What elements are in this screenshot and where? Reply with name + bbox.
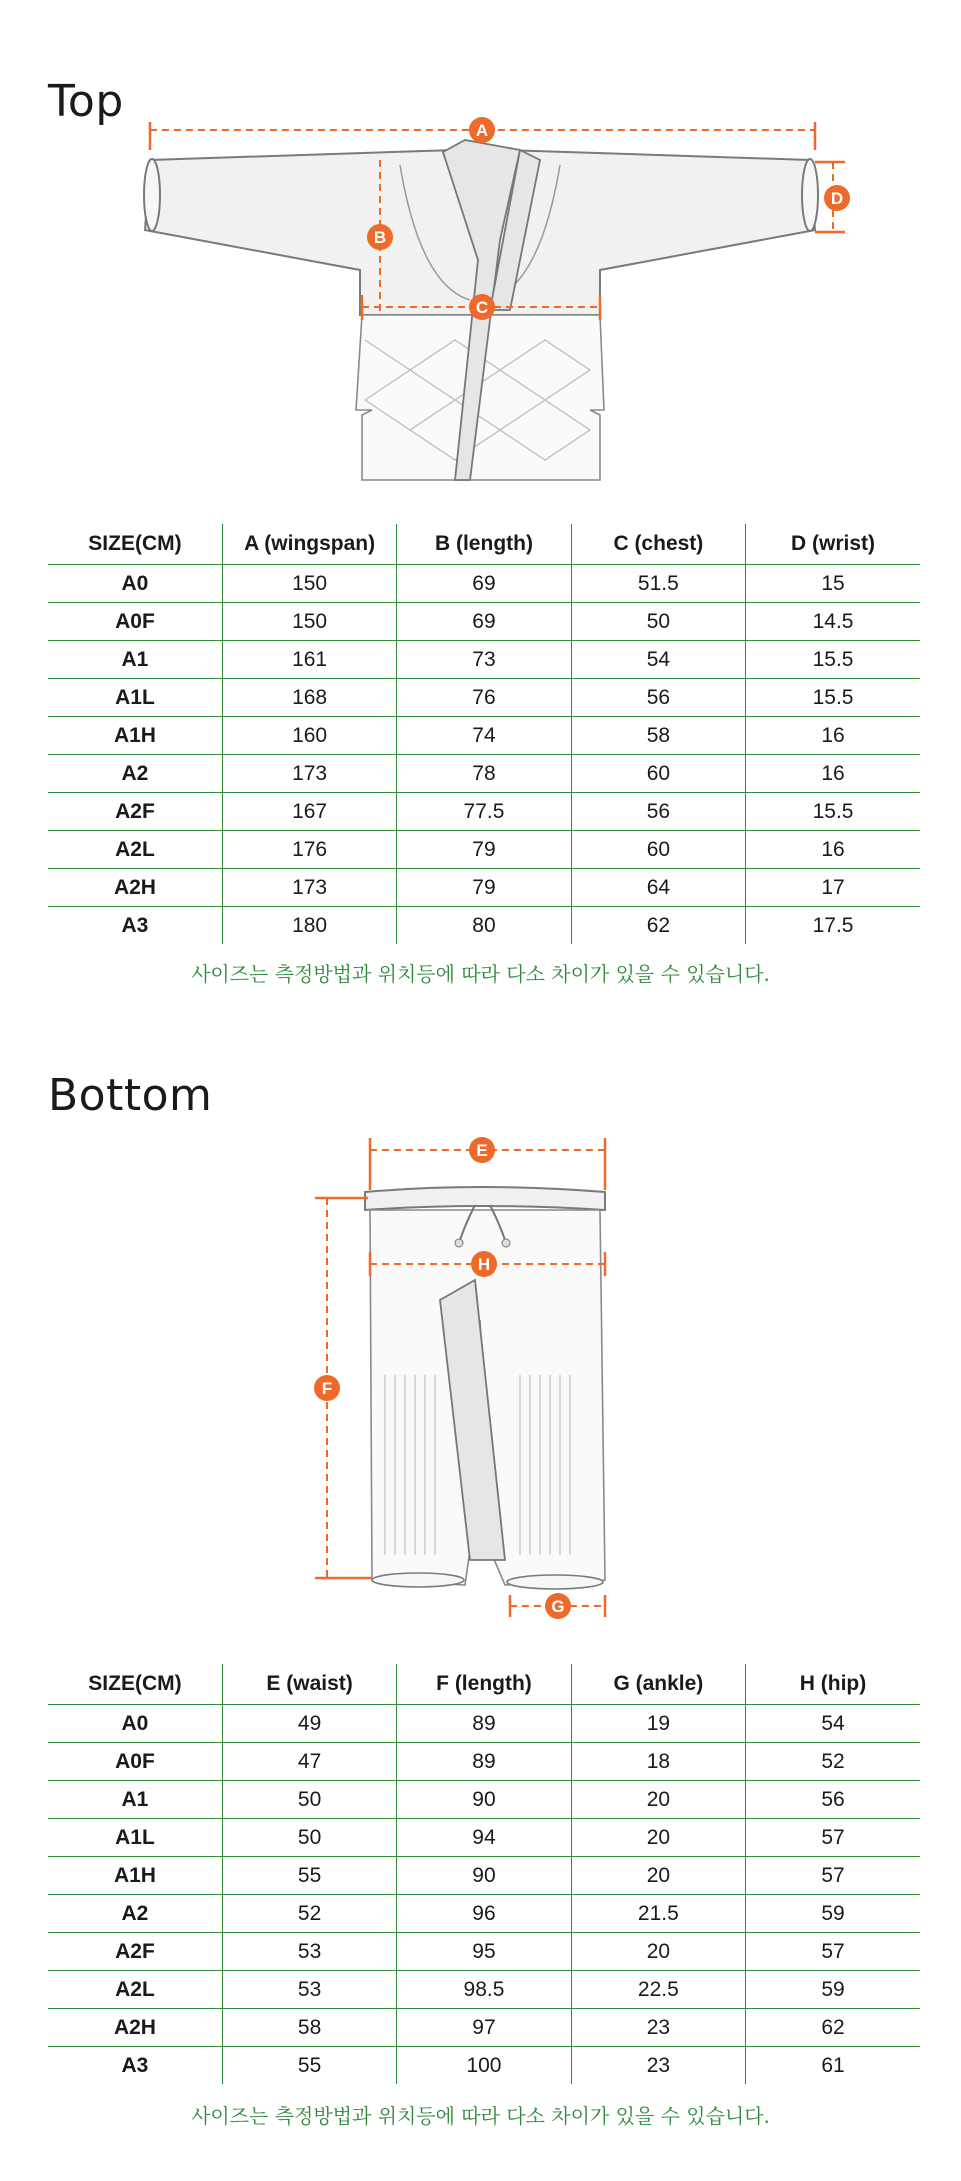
size-cell: A0F — [48, 1743, 222, 1781]
size-cell: A2 — [48, 1895, 222, 1933]
column-header: SIZE(CM) — [48, 1664, 222, 1705]
size-cell: A1 — [48, 1781, 222, 1819]
measurement-cell: 15.5 — [746, 679, 920, 717]
size-cell: A1H — [48, 1857, 222, 1895]
table-row — [48, 1743, 920, 1781]
measurement-cell: 100 — [397, 2047, 571, 2085]
table-row — [48, 1933, 920, 1971]
measurement-cell: 54 — [746, 1705, 920, 1743]
measurement-cell: 79 — [397, 869, 571, 907]
size-cell: A1H — [48, 717, 222, 755]
measurement-cell: 173 — [222, 755, 396, 793]
marker-c — [469, 294, 495, 320]
size-cell: A1L — [48, 1819, 222, 1857]
measurement-cell: 57 — [746, 1857, 920, 1895]
measurement-cell: 16 — [746, 717, 920, 755]
table-row — [48, 1971, 920, 2009]
measurement-cell: 160 — [222, 717, 396, 755]
measurement-cell: 168 — [222, 679, 396, 717]
size-cell: A2L — [48, 831, 222, 869]
measurement-cell: 58 — [222, 2009, 396, 2047]
bottom-size-table — [48, 1664, 920, 2084]
bottom-section-title: Bottom — [48, 1070, 213, 1121]
measurement-cell: 89 — [397, 1743, 571, 1781]
measurement-cell: 15.5 — [746, 641, 920, 679]
column-header: A (wingspan) — [222, 524, 396, 565]
measurement-cell: 97 — [397, 2009, 571, 2047]
table-row — [48, 755, 920, 793]
column-header: B (length) — [397, 524, 571, 565]
bottom-size-note: 사이즈는 측정방법과 위치등에 따라 다소 차이가 있을 수 있습니다. — [191, 2104, 770, 2128]
bottom-table-body — [48, 1705, 920, 2085]
measurement-cell: 20 — [571, 1781, 745, 1819]
pants-illustration — [365, 1187, 605, 1589]
column-header: E (waist) — [222, 1664, 396, 1705]
top-section-title: Top — [48, 76, 124, 127]
table-row — [48, 1781, 920, 1819]
measurement-cell: 53 — [222, 1971, 396, 2009]
measurement-cell: 95 — [397, 1933, 571, 1971]
measurement-cell: 60 — [571, 755, 745, 793]
size-cell: A2 — [48, 755, 222, 793]
measurement-cell: 55 — [222, 2047, 396, 2085]
size-cell: A3 — [48, 2047, 222, 2085]
measurement-cell: 64 — [571, 869, 745, 907]
marker-d — [824, 185, 850, 211]
measurement-cell: 50 — [571, 603, 745, 641]
marker-b — [367, 224, 393, 250]
top-size-note: 사이즈는 측정방법과 위치등에 따라 다소 차이가 있을 수 있습니다. — [191, 962, 770, 986]
measurement-cell: 161 — [222, 641, 396, 679]
measurement-cell: 96 — [397, 1895, 571, 1933]
marker-a — [469, 117, 495, 143]
table-row — [48, 565, 920, 603]
measurement-cell: 79 — [397, 831, 571, 869]
table-row — [48, 2009, 920, 2047]
measurement-cell: 22.5 — [571, 1971, 745, 2009]
measurement-cell: 16 — [746, 755, 920, 793]
svg-text:B: B — [373, 228, 387, 247]
size-cell: A2L — [48, 1971, 222, 2009]
measurement-cell: 73 — [397, 641, 571, 679]
measurement-cell: 50 — [222, 1781, 396, 1819]
size-cell: A2H — [48, 2009, 222, 2047]
measurement-cell: 18 — [571, 1743, 745, 1781]
measurement-cell: 180 — [222, 907, 396, 945]
measurement-cell: 52 — [222, 1895, 396, 1933]
marker-g — [545, 1593, 571, 1619]
measurement-cell: 62 — [746, 2009, 920, 2047]
table-row — [48, 1705, 920, 1743]
measurement-cell: 176 — [222, 831, 396, 869]
table-row — [48, 1895, 920, 1933]
table-row — [48, 793, 920, 831]
measurement-cell: 62 — [571, 907, 745, 945]
measurement-cell: 76 — [397, 679, 571, 717]
table-row — [48, 907, 920, 945]
measurement-cell: 59 — [746, 1971, 920, 2009]
svg-text:D: D — [830, 189, 844, 208]
table-row — [48, 2047, 920, 2085]
measurement-cell: 57 — [746, 1933, 920, 1971]
size-cell: A1L — [48, 679, 222, 717]
measurement-cell: 47 — [222, 1743, 396, 1781]
svg-text:C: C — [475, 298, 489, 317]
column-header: SIZE(CM) — [48, 524, 222, 565]
measurement-cell: 94 — [397, 1819, 571, 1857]
measurement-cell: 69 — [397, 565, 571, 603]
column-header: G (ankle) — [571, 1664, 745, 1705]
measurement-cell: 17.5 — [812, 913, 854, 937]
table-row — [48, 603, 920, 641]
measurement-cell: 56 — [571, 679, 745, 717]
measurement-cell: 89 — [397, 1705, 571, 1743]
size-cell: A0F — [48, 603, 222, 641]
svg-text:A: A — [475, 121, 489, 140]
measurement-cell: 15.5 — [746, 793, 920, 831]
svg-text:F: F — [321, 1379, 333, 1398]
marker-e — [469, 1137, 495, 1163]
measurement-cell: 74 — [397, 717, 571, 755]
size-cell: A2H — [48, 869, 222, 907]
table-header-row — [48, 524, 920, 565]
measurement-cell: 90 — [397, 1857, 571, 1895]
measurement-cell: 20 — [571, 1857, 745, 1895]
table-header-row — [48, 1664, 920, 1705]
size-cell: A2F — [48, 793, 222, 831]
measurement-cell: 173 — [222, 869, 396, 907]
measurement-cell: 16 — [746, 831, 920, 869]
measurement-cell: 53 — [222, 1933, 396, 1971]
measurement-cell: 49 — [222, 1705, 396, 1743]
table-row — [48, 679, 920, 717]
size-cell: A0 — [48, 565, 222, 603]
svg-text:H: H — [477, 1255, 491, 1274]
measurement-cell: 56 — [746, 1781, 920, 1819]
measurement-cell: 20 — [571, 1933, 745, 1971]
measurement-cell: 23 — [571, 2047, 745, 2085]
size-cell: A3 — [48, 907, 222, 945]
measurement-cell: 56 — [571, 793, 745, 831]
table-row — [48, 641, 920, 679]
measurement-cell: 19 — [571, 1705, 745, 1743]
measurement-cell: 150 — [222, 603, 396, 641]
marker-f — [314, 1375, 340, 1401]
table-row — [48, 717, 920, 755]
measurement-cell: 58 — [571, 717, 745, 755]
measurement-cell: 51.5 — [571, 565, 745, 603]
measurement-cell: 54 — [571, 641, 745, 679]
measurement-cell: 78 — [397, 755, 571, 793]
measurement-cell: 23 — [571, 2009, 745, 2047]
measurement-cell: 21.5 — [571, 1895, 745, 1933]
measurement-cell: 14.5 — [746, 603, 920, 641]
table-row — [48, 1857, 920, 1895]
measurement-cell: 167 — [222, 793, 396, 831]
measurement-cell: 57 — [746, 1819, 920, 1857]
measurement-cell: 69 — [397, 603, 571, 641]
measurement-cell: 90 — [397, 1781, 571, 1819]
measurement-cell: 50 — [222, 1819, 396, 1857]
table-row — [48, 1819, 920, 1857]
measurement-cell: 60 — [571, 831, 745, 869]
measurement-cell: 20 — [571, 1819, 745, 1857]
bottom-garment-diagram — [0, 1130, 961, 1630]
size-cell: A1 — [48, 641, 222, 679]
measurement-cell: 17 — [746, 869, 920, 907]
top-size-table — [48, 524, 920, 944]
column-header: D (wrist) — [746, 524, 920, 565]
measurement-cell: 80 — [397, 907, 571, 945]
measurement-cell: 15 — [746, 565, 920, 603]
measurement-cell: 61 — [821, 2053, 845, 2077]
column-header: H (hip) — [746, 1664, 920, 1705]
measurement-cell: 77.5 — [397, 793, 571, 831]
measurement-cell: 98.5 — [397, 1971, 571, 2009]
measurement-cell: 59 — [746, 1895, 920, 1933]
size-cell: A2F — [48, 1933, 222, 1971]
svg-text:E: E — [476, 1141, 488, 1160]
marker-h — [471, 1251, 497, 1277]
column-header: C (chest) — [571, 524, 745, 565]
svg-text:G: G — [551, 1597, 565, 1616]
table-row — [48, 831, 920, 869]
column-header: F (length) — [397, 1664, 571, 1705]
measurement-cell: 52 — [746, 1743, 920, 1781]
size-cell: A0 — [48, 1705, 222, 1743]
top-table-body — [48, 565, 920, 945]
measurement-cell: 55 — [222, 1857, 396, 1895]
measurement-cell: 150 — [222, 565, 396, 603]
table-row — [48, 869, 920, 907]
